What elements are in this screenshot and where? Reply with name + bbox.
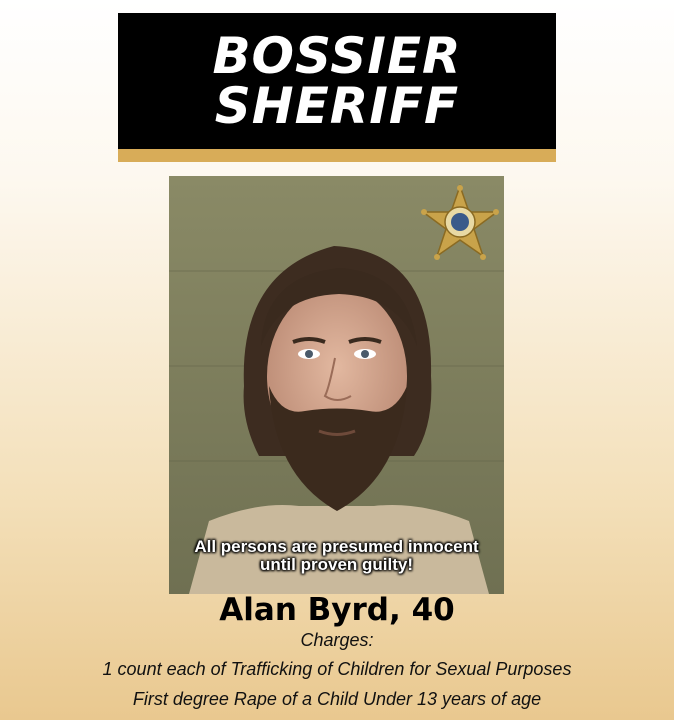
sheriff-star-badge-icon [421,184,499,268]
caption-line1: All persons are presumed innocent [194,537,479,556]
header-title-line1: BOSSIER [212,27,462,85]
header-title-line2: SHERIFF [214,77,460,135]
header-banner [118,13,556,149]
charge-item: First degree Rape of a Child Under 13 years of age [132,689,542,709]
caption-line2: until proven guilty! [260,555,413,574]
suspect-name: Alan Byrd, 40 [219,592,455,628]
mugshot-photo [169,176,504,594]
gold-divider-bar [118,149,556,162]
charge-item: 1 count each of Trafficking of Children for Sexual Purposes [102,659,572,679]
presumption-of-innocence-caption [169,538,504,574]
charges-label: Charges: [300,630,374,650]
